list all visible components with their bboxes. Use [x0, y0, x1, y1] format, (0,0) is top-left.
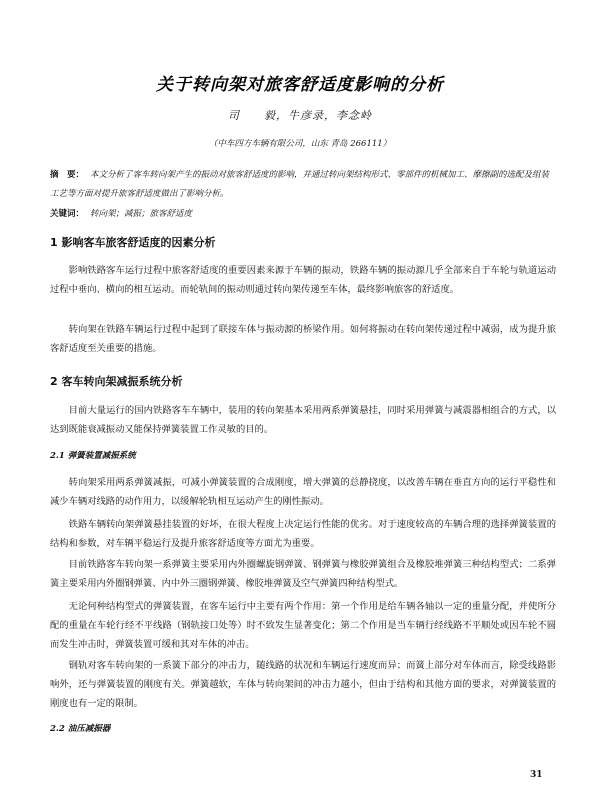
paragraph: 转向架在铁路车辆运行过程中起到了联接车体与振动源的桥梁作用。如何将振动在转向架传递过程中减弱，成为提升旅客舒适度至关重要的措施。 — [50, 324, 556, 354]
paragraph: 影响铁路客车运行过程中旅客舒适度的重要因素来源于车辆的振动，铁路车辆的振动源几乎全部来自于车轮与轨道运动过程中垂向、横向的相互运动。而轮轨间的振动则通过转向架传递至车体，最终影响旅客的舒适度。 — [50, 265, 556, 295]
authors: 司 毅，牛彦录，李念岭 — [228, 109, 372, 122]
paragraph: 钢轨对客车转向架的一系簧下部分的冲击力，随线路的状况和车辆运行速度而异；而簧上部分对车体而言，除受线路影响外，还与弹簧装置的刚度有关。弹簧越软，车体与转向架间的冲击力越小，但由于结构和其他方面的要求，对弹簧装置的刚度也有一定的限制。 — [50, 660, 556, 709]
abstract — [50, 166, 556, 204]
paragraph: 目前铁路客车转向架一系弹簧主要采用内外圈螺旋钢弹簧、钢弹簧与橡胶弹簧组合及橡胶堆弹簧三种结构型式；二系弹簧主要采用内外圈钢弹簧、内中外三圈钢弹簧、橡胶堆弹簧及空气弹簧四种结构型式。 — [50, 559, 556, 589]
keywords-label: 关键词： — [50, 209, 85, 219]
paragraph: 无论何种结构型式的弹簧装置，在客车运行中主要有两个作用：第一个作用是给车辆各轴以一定的重量分配，并使所分配的重量在车轮行经不平线路（钢轨接口处等）时不致发生显著变化；第二个作用是当车辆行经线路不平顺处或因车轮不圆而发生冲击时，弹簧装置可缓和其对车体的冲击。 — [50, 601, 556, 650]
section-2-heading: 2 客车转向架减振系统分析 — [50, 375, 183, 388]
section-1-heading: 1 影响客车旅客舒适度的因素分析 — [50, 236, 216, 249]
paragraph: 铁路车辆转向架弹簧悬挂装置的好坏，在很大程度上决定运行性能的优劣。对于速度较高的车辆合理的选择弹簧装置的结构和参数，对车辆平稳运行及提升旅客舒适度等方面尤为重要。 — [50, 519, 556, 549]
keywords — [50, 207, 556, 219]
section-2-1-heading: 2.1 弹簧装置减振系统 — [50, 451, 136, 461]
affiliation: （中车四方车辆有限公司，山东 青岛 266111） — [208, 139, 392, 149]
paragraph: 目前大量运行的国内铁路客车车辆中，装用的转向架基本采用两系弹簧悬挂，同时采用弹簧与减震器相组合的方式，以达到既能衰减振动又能保持弹簧装置工作灵敏的目的。 — [50, 405, 556, 435]
paper-title: 关于转向架对旅客舒适度影响的分析 — [156, 75, 444, 95]
abstract-text: 本文分析了客车转向架产生的振动对旅客舒适度的影响，并通过转向架结构形式、零部件的机械加工、摩擦副的选配及组装工艺等方面对提升旅客舒适度做出了影响分析。 — [50, 170, 550, 199]
keywords-text: 转向架；减振；旅客舒适度 — [90, 209, 193, 219]
section-2-2-heading: 2.2 油压减振器 — [50, 724, 111, 734]
abstract-label: 摘 要： — [50, 170, 85, 180]
paragraph: 转向架采用两系弹簧减振，可减小弹簧装置的合成刚度，增大弹簧的总静挠度，以改善车辆在垂直方向的运行平稳性和减少车辆对线路的动作用力，以缓解轮轨相互运动产生的刚性振动。 — [50, 477, 556, 507]
page-number: 31 — [530, 770, 543, 780]
